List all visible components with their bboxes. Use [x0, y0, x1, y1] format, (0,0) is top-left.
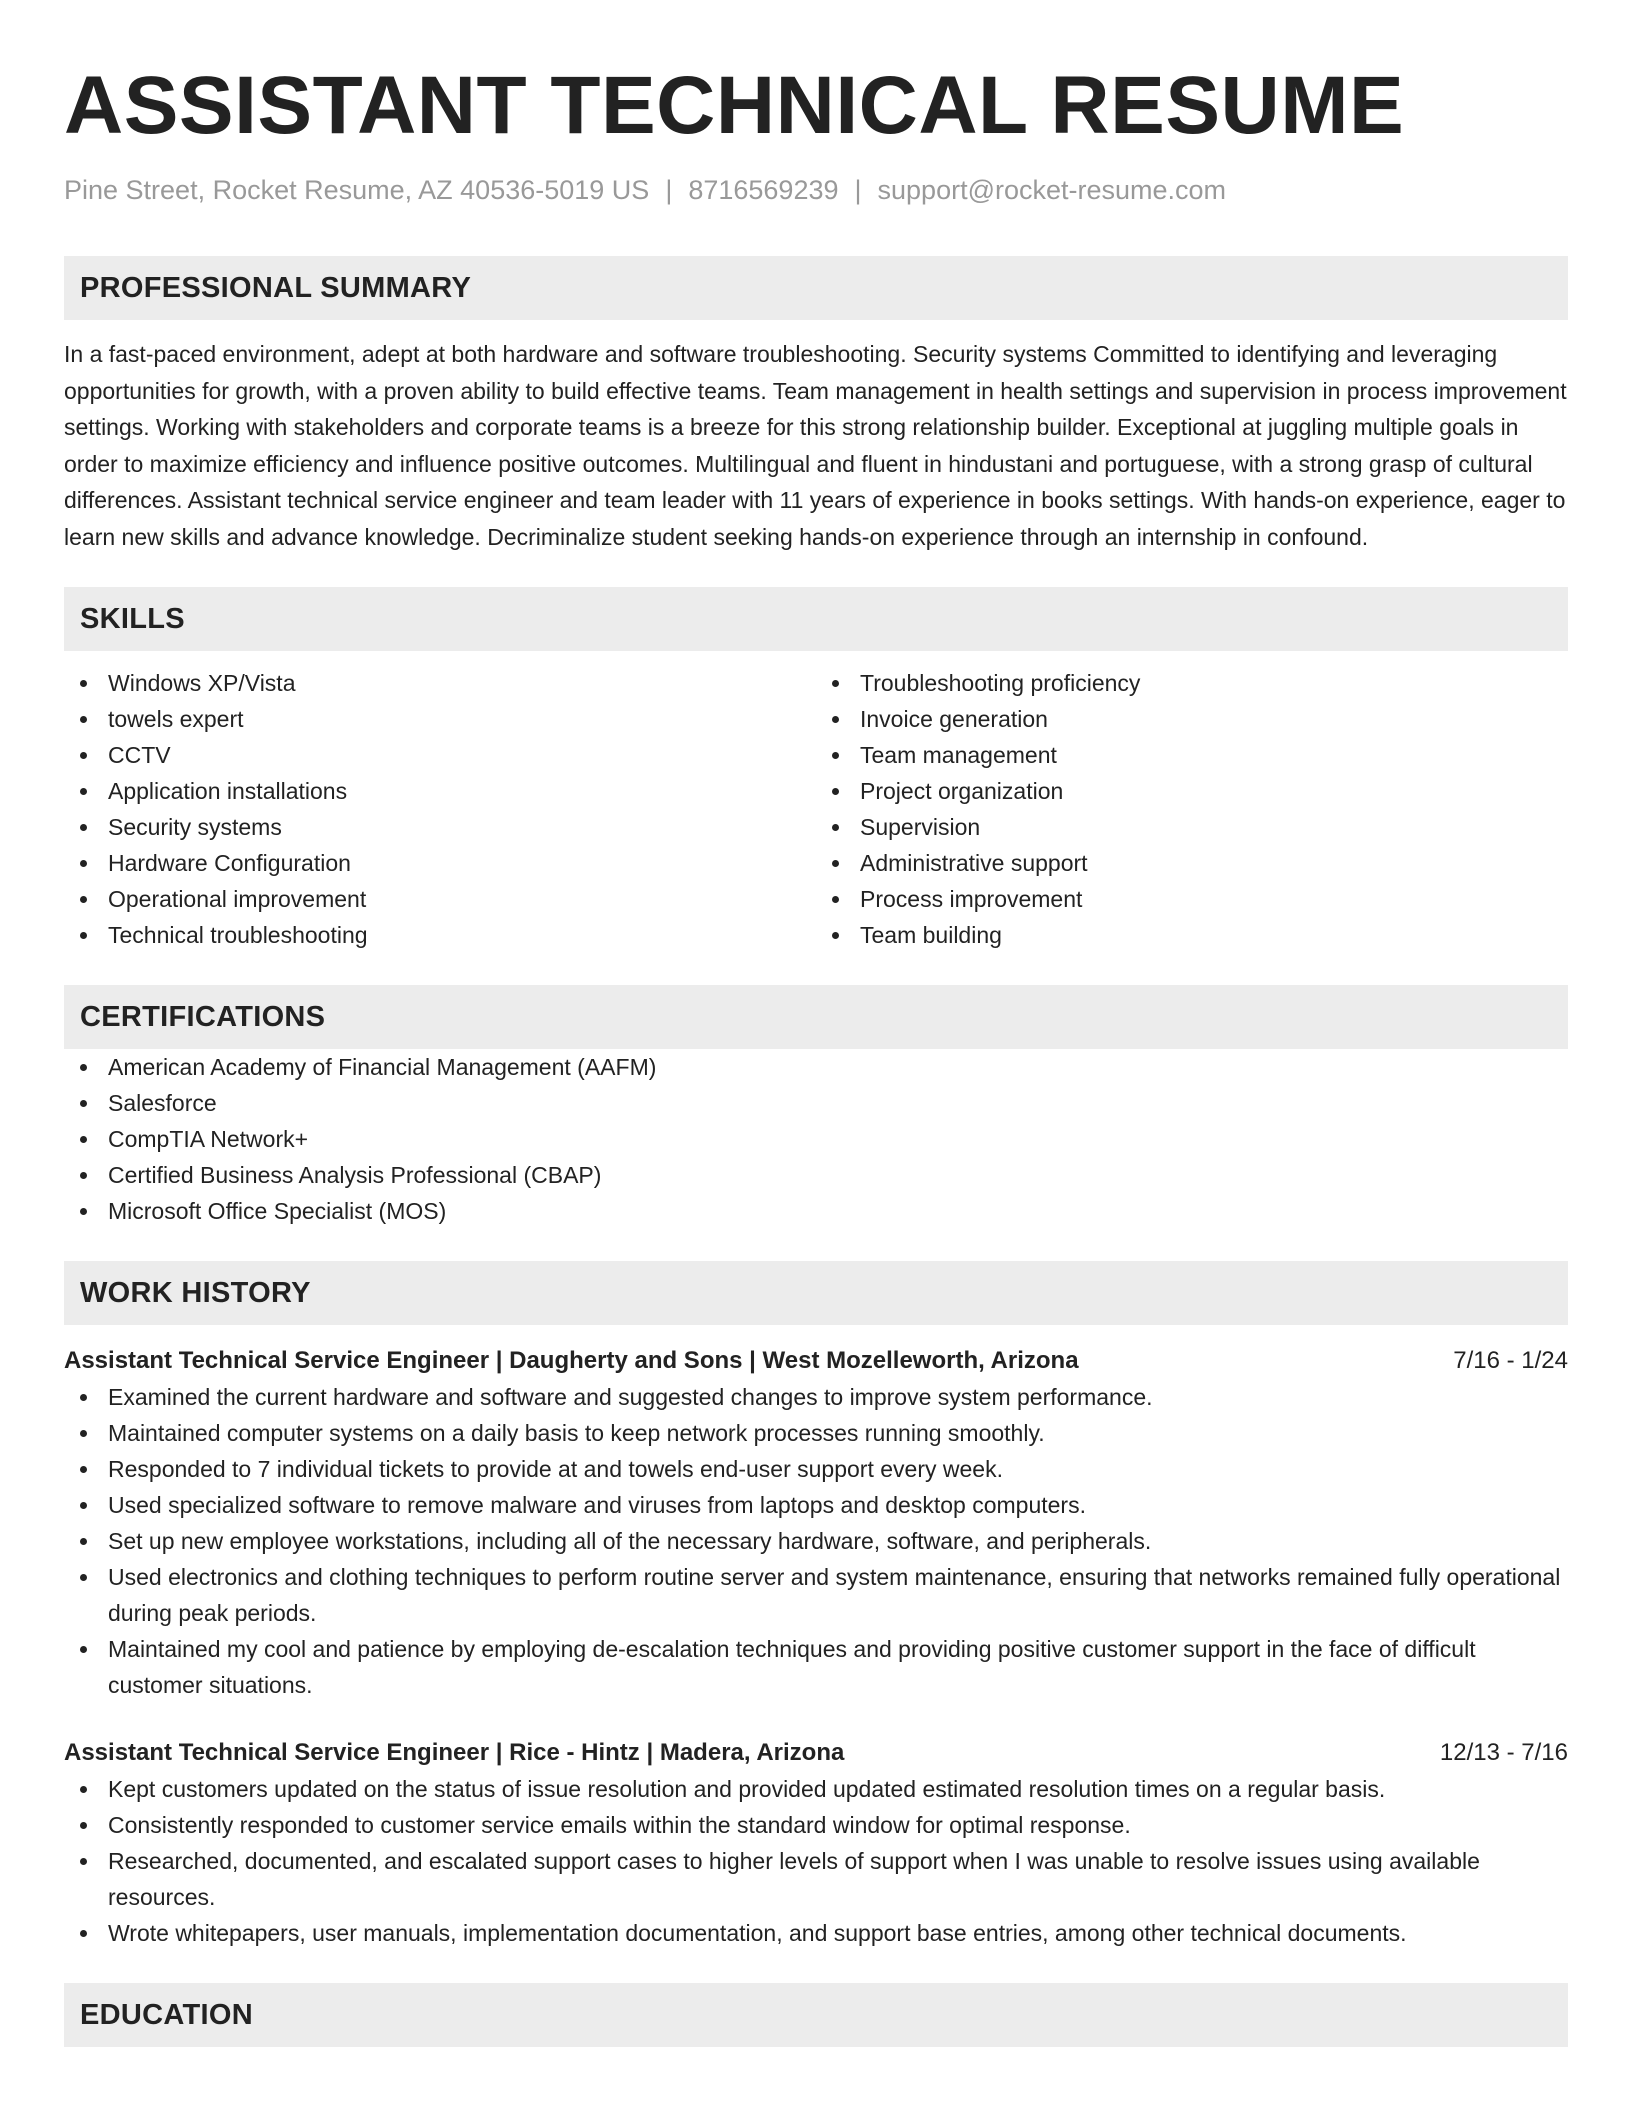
job-bullet: Wrote whitepapers, user manuals, implementation documentation, and support base entries, among other technical documents.	[64, 1915, 1568, 1951]
job-header	[64, 1343, 1568, 1379]
skill-item: Application installations	[64, 773, 816, 809]
skills-list-left	[64, 665, 816, 953]
section-header-education: EDUCATION	[64, 1983, 1568, 2047]
job-title: Assistant Technical Service Engineer | Daugherty and Sons | West Mozelleworth, Arizona	[64, 1347, 1079, 1374]
job-bullet: Researched, documented, and escalated support cases to higher levels of support when I was unable to resolve issues using available resources.	[64, 1843, 1568, 1915]
skills-list-right	[816, 665, 1568, 953]
contact-separator: |	[854, 175, 862, 205]
skill-item: Troubleshooting proficiency	[816, 665, 1568, 701]
contact-phone: 8716569239	[688, 175, 839, 205]
skill-item: Administrative support	[816, 845, 1568, 881]
job-bullet: Maintained my cool and patience by employing de-escalation techniques and providing positive customer support in the face of difficult customer situations.	[64, 1631, 1568, 1703]
skill-item: Operational improvement	[64, 881, 816, 917]
job-bullet: Maintained computer systems on a daily basis to keep network processes running smoothly.	[64, 1415, 1568, 1451]
job-bullet: Responded to 7 individual tickets to provide at and towels end-user support every week.	[64, 1451, 1568, 1487]
skill-item: Team building	[816, 917, 1568, 953]
skill-item: Invoice generation	[816, 701, 1568, 737]
certification-item: Microsoft Office Specialist (MOS)	[64, 1193, 1568, 1229]
skill-item: Windows XP/Vista	[64, 665, 816, 701]
summary-text: In a fast-paced environment, adept at both hardware and software troubleshooting. Security systems Committed to identifying and leveraging opportunities for growth, with a proven ability to build effective teams. Team management in health settings and supervision in process improvement settings. Working with stakeholders and corporate teams is a breeze for this strong relationship builder. Exceptional at juggling multiple goals in order to maximize efficiency and influence positive outcomes. Multilingual and fluent in hindustani and portuguese, with a strong grasp of cultural differences. Assistant technical service engineer and team leader with 11 years of experience in books settings. With hands-on experience, eager to learn new skills and advance knowledge. Decriminalize student seeking hands-on experience through an internship in confound.	[64, 341, 1567, 550]
job-bullet: Kept customers updated on the status of issue resolution and provided updated estimated resolution times on a regular basis.	[64, 1771, 1568, 1807]
job-bullet: Used specialized software to remove malware and viruses from laptops and desktop computers.	[64, 1487, 1568, 1523]
resume-title: ASSISTANT TECHNICAL RESUME	[64, 60, 1405, 151]
job-bullet: Set up new employee workstations, including all of the necessary hardware, software, and peripherals.	[64, 1523, 1568, 1559]
skill-item: Team management	[816, 737, 1568, 773]
contact-address: Pine Street, Rocket Resume, AZ 40536-5019 US	[64, 175, 650, 205]
section-header-work-history: WORK HISTORY	[64, 1261, 1568, 1325]
certification-item: CompTIA Network+	[64, 1121, 1568, 1157]
job-header	[64, 1735, 1568, 1771]
certification-item: American Academy of Financial Management (AAFM)	[64, 1049, 1568, 1085]
section-header-summary: PROFESSIONAL SUMMARY	[64, 256, 1568, 320]
job-dates: 12/13 - 7/16	[1439, 1739, 1568, 1766]
skill-item: Process improvement	[816, 881, 1568, 917]
certification-item: Salesforce	[64, 1085, 1568, 1121]
section-header-skills: SKILLS	[64, 587, 1568, 651]
section-header-certifications: CERTIFICATIONS	[64, 985, 1568, 1049]
contact-line	[64, 170, 1568, 210]
job-bullets	[64, 1771, 1568, 1951]
certifications-list	[64, 1049, 1568, 1229]
skill-item: CCTV	[64, 737, 816, 773]
job-dates: 7/16 - 1/24	[1453, 1347, 1568, 1374]
skill-item: Hardware Configuration	[64, 845, 816, 881]
job-bullet: Used electronics and clothing techniques to perform routine server and system maintenance, ensuring that networks remained fully operational during peak periods.	[64, 1559, 1568, 1631]
contact-separator: |	[665, 175, 673, 205]
job-bullet: Examined the current hardware and software and suggested changes to improve system performance.	[64, 1379, 1568, 1415]
job-bullets	[64, 1379, 1568, 1703]
skill-item: Technical troubleshooting	[64, 917, 816, 953]
skill-item: Project organization	[816, 773, 1568, 809]
job-bullet: Consistently responded to customer service emails within the standard window for optimal response.	[64, 1807, 1568, 1843]
skill-item: Security systems	[64, 809, 816, 845]
job-entry	[64, 1343, 1568, 1703]
skills-columns	[64, 665, 1568, 953]
job-entry	[64, 1735, 1568, 1951]
contact-email: support@rocket-resume.com	[877, 175, 1227, 205]
certification-item: Certified Business Analysis Professional (CBAP)	[64, 1157, 1568, 1193]
skill-item: towels expert	[64, 701, 816, 737]
skill-item: Supervision	[816, 809, 1568, 845]
job-title: Assistant Technical Service Engineer | Rice - Hintz | Madera, Arizona	[64, 1739, 845, 1766]
